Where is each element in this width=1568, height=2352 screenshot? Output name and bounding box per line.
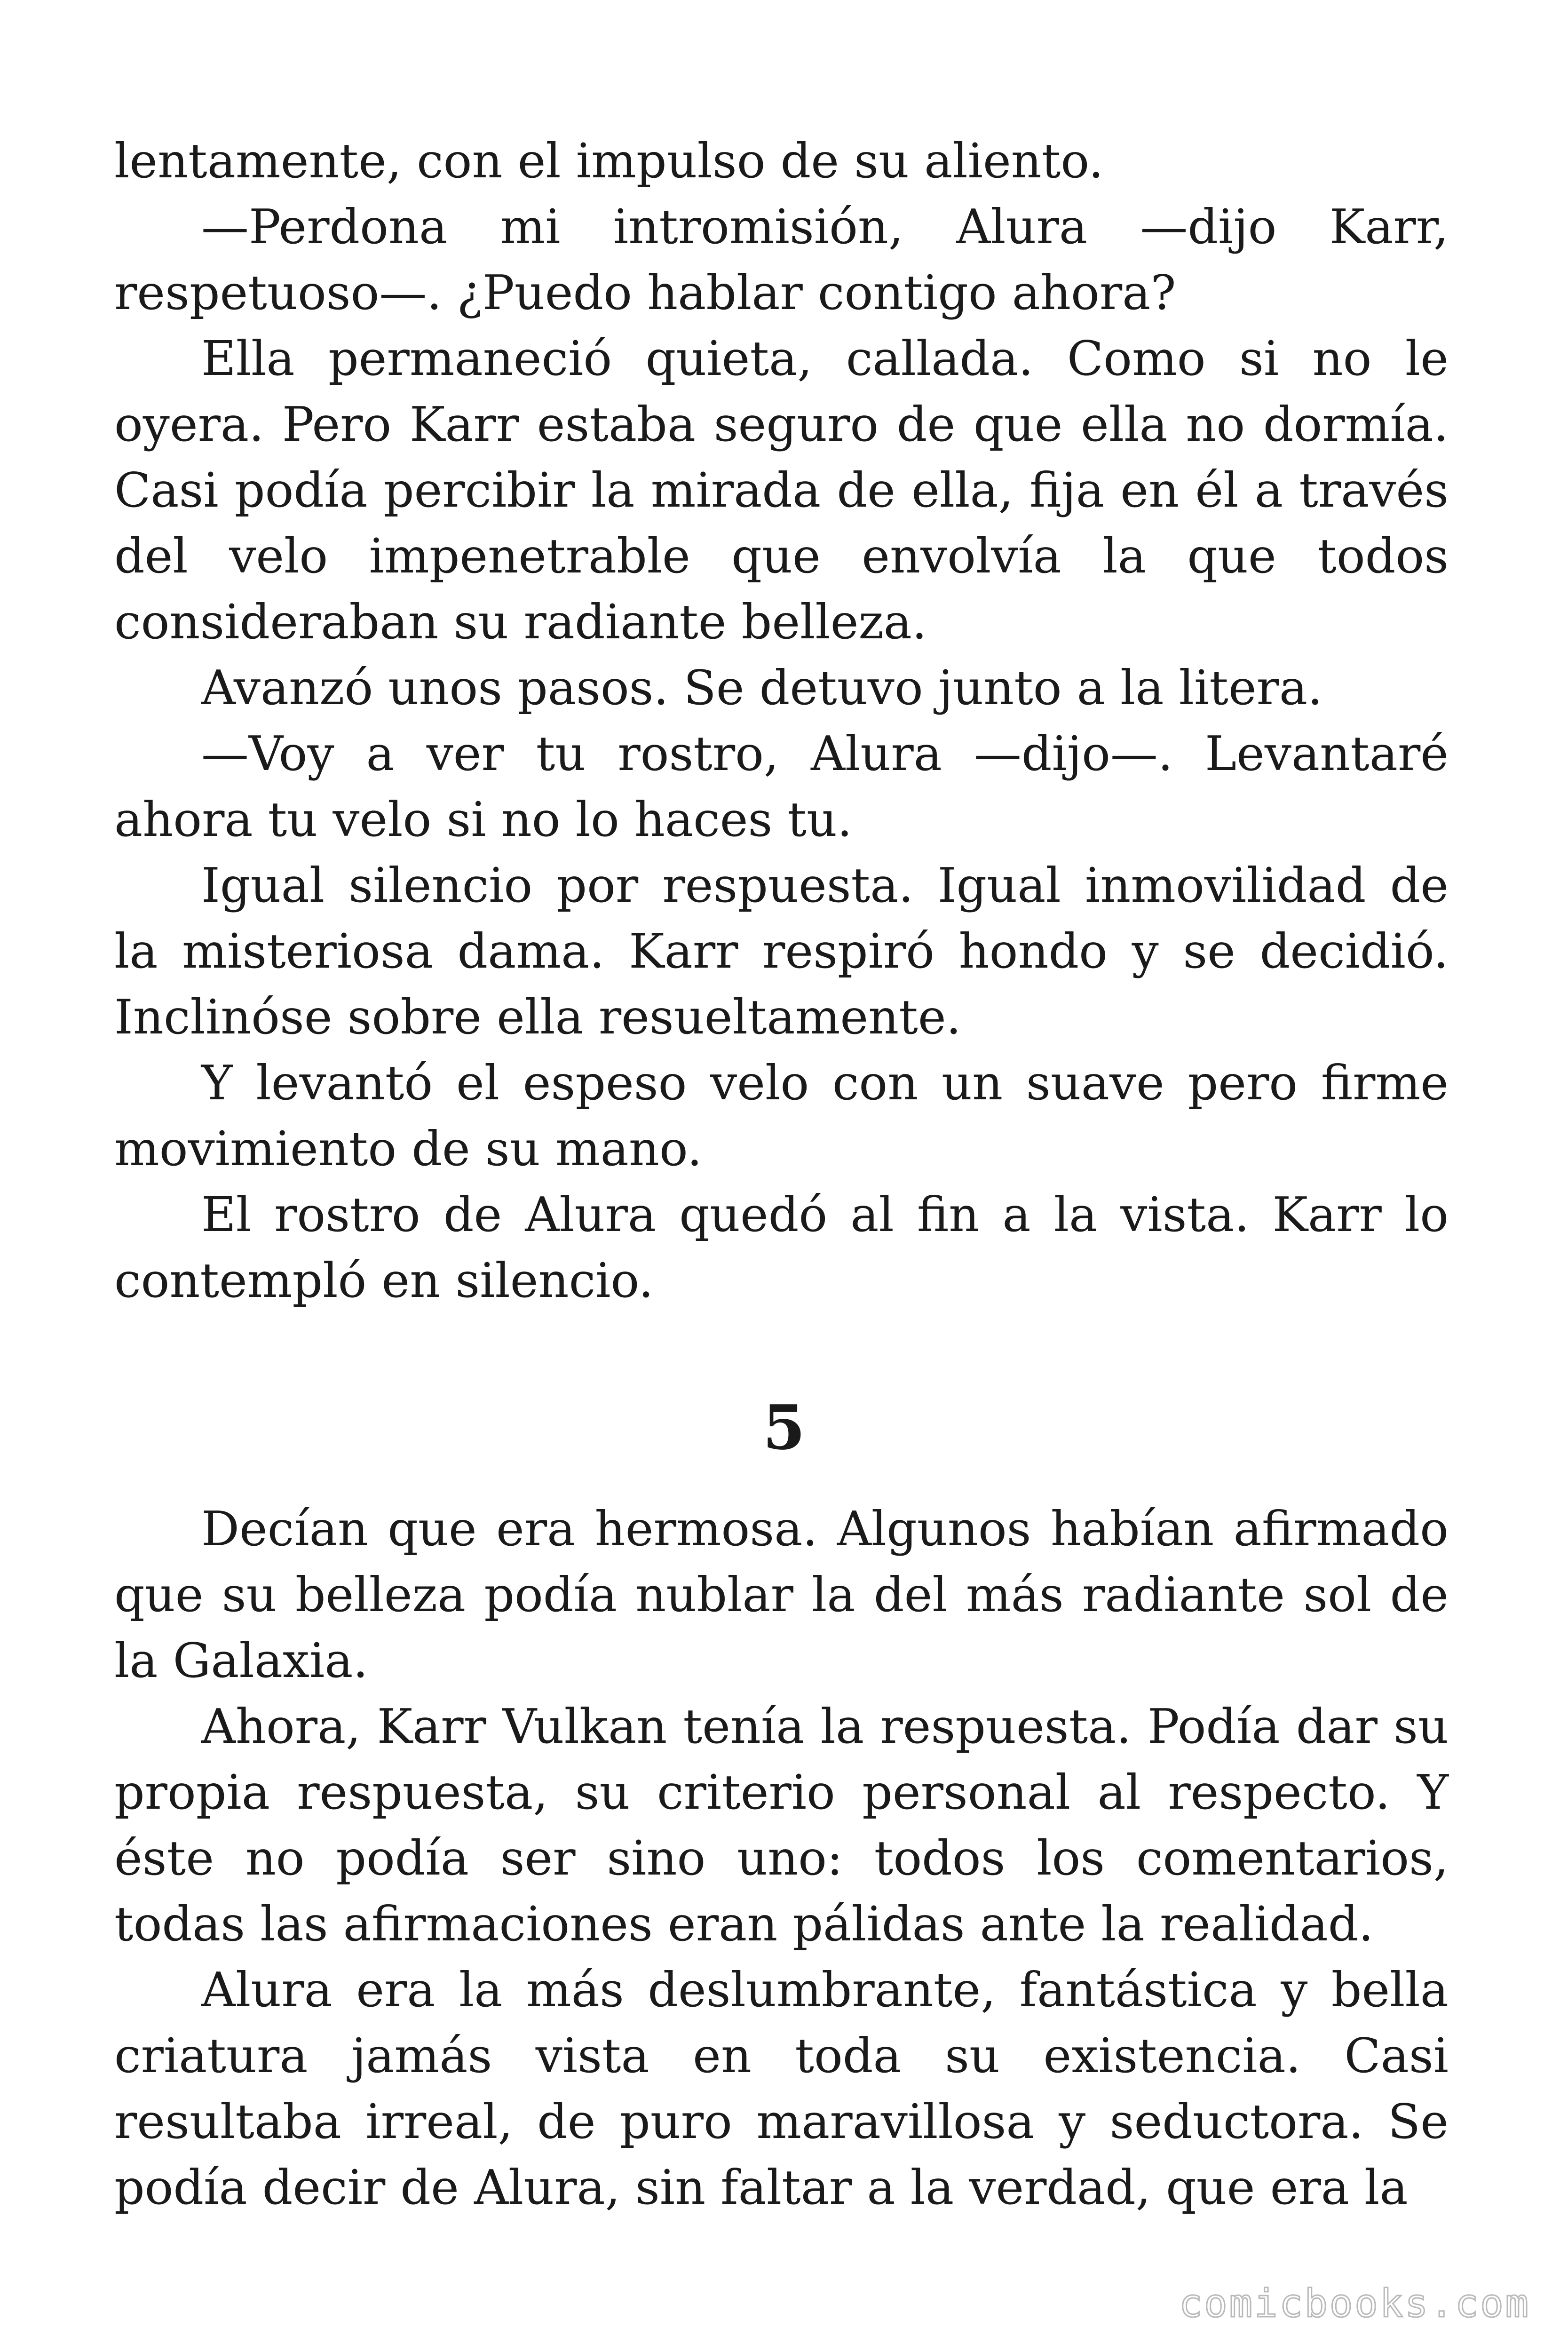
watermark: comicbooks.com <box>1179 2281 1530 2326</box>
paragraph: Ahora, Karr Vulkan tenía la respuesta. Podía dar su propia respuesta, su criterio personal al respecto. Y éste no podía ser sino uno: todos los comentarios, todas las afirmaciones eran pálidas ante la realidad. <box>114 1699 1449 1952</box>
paragraph: Igual silencio por respuesta. Igual inmovilidad de la misteriosa dama. Karr respiró hondo y se decidió. Inclinóse sobre ella resueltamente. <box>114 858 1449 1045</box>
paragraph: El rostro de Alura quedó al fin a la vista. Karr lo contempló en silencio. <box>114 1187 1449 1308</box>
paragraph: Ella permaneció quieta, callada. Como si no le oyera. Pero Karr estaba seguro de que ella no dormía. Casi podía percibir la mirada de ella, fija en él a través del velo impenetrable que envolvía la que todos consideraban su radiante belleza. <box>114 331 1449 650</box>
paragraph: Alura era la más deslumbrante, fantástica y bella criatura jamás vista en toda su existencia. Casi resultaba irreal, de puro maravillosa y seductora. Se podía decir de Alura, sin faltar a la verdad, que era la <box>114 1962 1449 2215</box>
paragraph: Y levantó el espeso velo con un suave pero firme movimiento de su mano. <box>114 1055 1449 1176</box>
paragraph-continuation: lentamente, con el impulso de su aliento. <box>114 133 1104 189</box>
paragraph: Decían que era hermosa. Algunos habían afirmado que su belleza podía nublar la del más radiante sol de la Galaxia. <box>114 1501 1449 1688</box>
text-section-top <box>114 128 1449 1313</box>
paragraph: —Perdona mi intromisión, Alura —dijo Karr, respetuoso—. ¿Puedo hablar contigo ahora? <box>114 199 1449 320</box>
text-section-bottom <box>114 1496 1449 2220</box>
paragraph: —Voy a ver tu rostro, Alura —dijo—. Levantaré ahora tu velo si no lo haces tu. <box>114 726 1449 847</box>
chapter-number: 5 <box>762 1391 806 1463</box>
paragraph: Avanzó unos pasos. Se detuvo junto a la litera. <box>201 660 1323 715</box>
